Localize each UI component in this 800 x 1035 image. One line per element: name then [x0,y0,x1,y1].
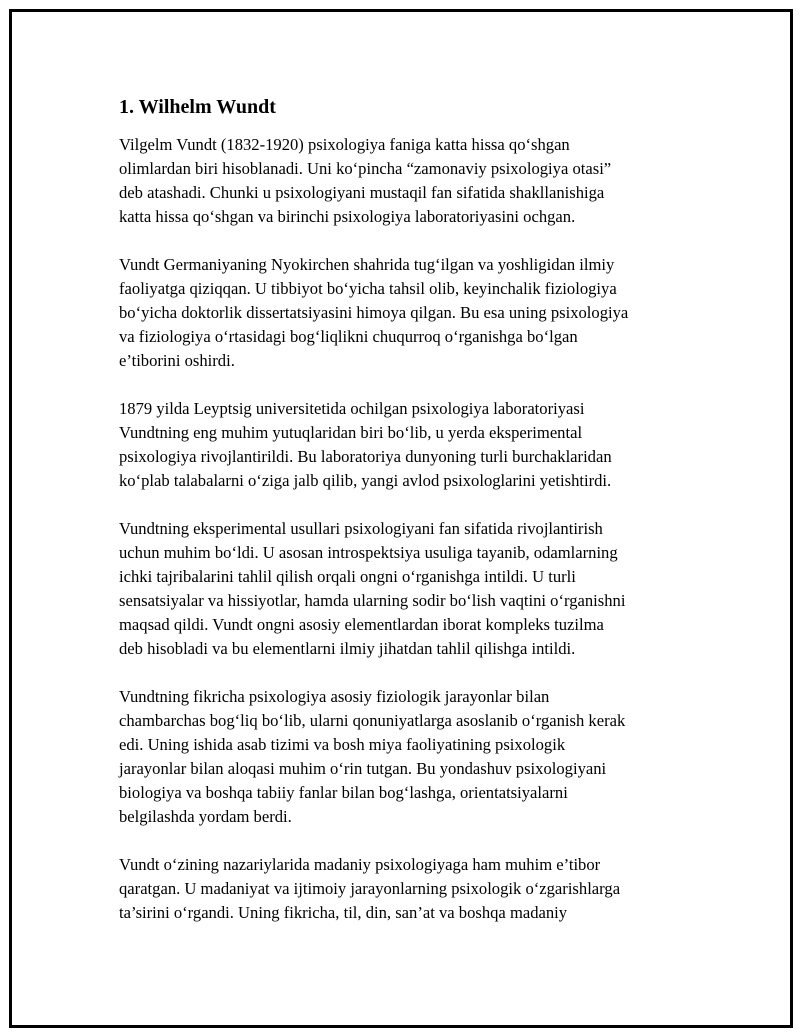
text-line: Vundtning eng muhim yutuqlaridan biri bo‘lib, u yerda eksperimental [119,423,583,442]
paragraph-2 [119,253,709,373]
text-line: 1879 yilda Leyptsig universitetida ochilgan psixologiya laboratoriyasi [119,399,585,418]
text-line: Vundtning fikricha psixologiya asosiy fiziologik jarayonlar bilan [119,687,550,706]
paragraph-3 [119,397,709,493]
text-line: ko‘plab talabalarni o‘ziga jalb qilib, yangi avlod psixologlarini yetishtirdi. [119,471,612,490]
text-line: e’tiborini oshirdi. [119,351,235,370]
text-line: Vilgelm Vundt (1832-1920) psixologiya faniga katta hissa qo‘shgan [119,135,570,154]
text-line: deb hisobladi va bu elementlarni ilmiy jihatdan tahlil qilishga intildi. [119,639,576,658]
paragraph-1 [119,133,709,229]
text-line: va fiziologiya o‘rtasidagi bog‘liqlikni chuqurroq o‘rganishga bo‘lgan [119,327,578,346]
text-line: qaratgan. U madaniyat va ijtimoiy jarayonlarning psixologik o‘zgarishlarga [119,879,621,898]
text-line: ichki tajribalarini tahlil qilish orqali ongni o‘rganishga intildi. U turli [119,567,576,586]
text-line: Vundt o‘zining nazariylarida madaniy psixologiyaga ham muhim e’tibor [119,855,601,874]
text-line: edi. Uning ishida asab tizimi va bosh miya faoliyatining psixologik [119,735,566,754]
text-line: deb atashadi. Chunki u psixologiyani mustaqil fan sifatida shakllanishiga [119,183,605,202]
text-line: olimlardan biri hisoblanadi. Uni ko‘pincha “zamonaviy psixologiya otasi” [119,159,612,178]
text-line: bo‘yicha doktorlik dissertatsiyasini himoya qilgan. Bu esa uning psixologiya [119,303,629,322]
paragraph-6 [119,853,709,925]
paragraph-list [119,133,709,925]
text-line: chambarchas bog‘liq bo‘lib, ularni qonuniyatlarga asoslanib o‘rganish kerak [119,711,626,730]
text-line: biologiya va boshqa tabiiy fanlar bilan bog‘lashga, orientatsiyalarni [119,783,568,802]
paragraph-5 [119,685,709,829]
paragraph-4 [119,517,709,661]
text-line: uchun muhim bo‘ldi. U asosan introspektsiya usuliga tayanib, odamlarning [119,543,618,562]
text-line: belgilashda yordam berdi. [119,807,292,826]
text-line: psixologiya rivojlantirildi. Bu laboratoriya dunyoning turli burchaklaridan [119,447,612,466]
document-body [119,95,709,949]
text-line: ta’sirini o‘rgandi. Uning fikricha, til, din, san’at va boshqa madaniy [119,903,568,922]
text-line: Vundt Germaniyaning Nyokirchen shahrida tug‘ilgan va yoshligidan ilmiy [119,255,615,274]
text-line: katta hissa qo‘shgan va birinchi psixologiya laboratoriyasini ochgan. [119,207,576,226]
section-heading: 1. Wilhelm Wundt [119,96,276,118]
page-frame [9,9,793,1028]
text-line: faoliyatga qiziqqan. U tibbiyot bo‘yicha tahsil olib, keyinchalik fiziologiya [119,279,617,298]
text-line: Vundtning eksperimental usullari psixologiyani fan sifatida rivojlantirish [119,519,603,538]
text-line: sensatsiyalar va hissiyotlar, hamda ularning sodir bo‘lish vaqtini o‘rganishni [119,591,626,610]
text-line: maqsad qildi. Vundt ongni asosiy elementlardan iborat kompleks tuzilma [119,615,604,634]
text-line: jarayonlar bilan aloqasi muhim o‘rin tutgan. Bu yondashuv psixologiyani [119,759,607,778]
